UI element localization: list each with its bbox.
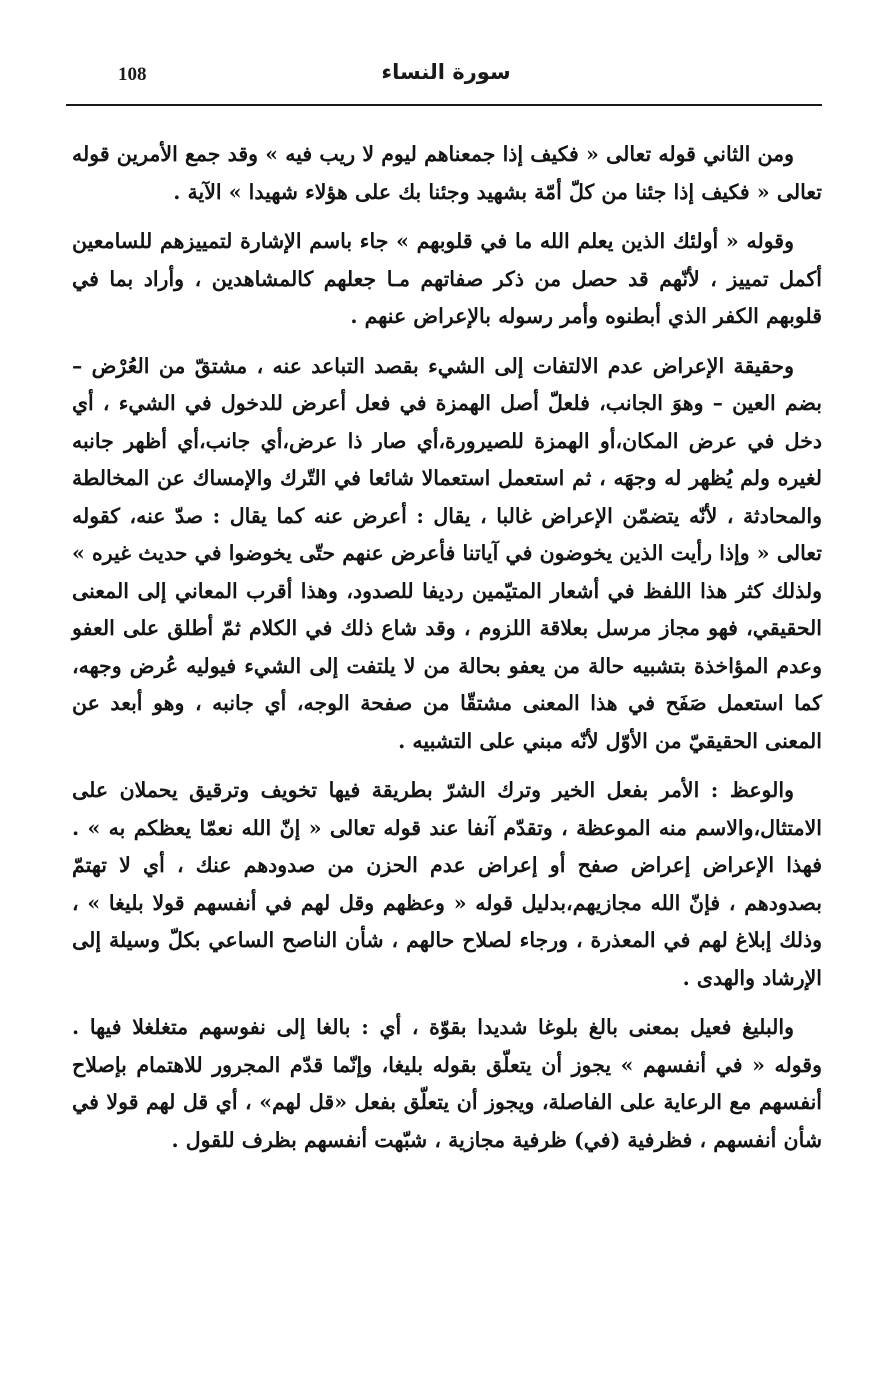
running-title: سورة النساء — [381, 60, 511, 84]
paragraph: وحقيقة الإعراض عدم الالتفات إلى الشيء بقصد التباعد عنه ، مشتقّ من العُرْض – بضم العين – وهوَ الجانب، فلعلّ أصل الهمزة في فعل أعرض للدخول في الشيء ، أي دخل في عرض المكان،أو الهمزة للصيرورة،أي صار ذا عرض،أي جانب،أي أظهر جانبه لغيره ولم يُظهر له وجهَه ، ثم استعمل استعمالا شائعا في التّرك والإمساك عن المخالطة والمحادثة ، لأنّه يتضمّن الإعراض غالبا ، يقال : أعرض عنه كما يقال : صدّ عنه، كقوله تعالى « وإذا رأيت الذين يخوضون في آياتنا فأعرض عنهم حتّى يخوضوا في حديث غيره » ولذلك كثر هذا اللفظ في أشعار المتيّمين رديفا للصدود، وهذا أقرب المعاني إلى المعنى الحقيقي، فهو مجاز مرسل بعلاقة اللزوم ، وقد شاع ذلك في الكلام ثمّ أطلق على العفو وعدم المؤاخذة بتشبيه حالة من يعفو بحالة من لا يلتفت إلى الشيء فيوليه عُرض وجهه، كما استعمل صَفَح في هذا المعنى مشتقّا من صفحة الوجه، أي جانبه ، وهو أبعد عن المعنى الحقيقيّ من الأوّل لأنّه مبني على التشبيه . — [72, 353, 822, 753]
paragraph: والوعظ : الأمر بفعل الخير وترك الشرّ بطريقة فيها تخويف وترقيق يحملان على الامتثال،والاسم منه الموعظة ، وتقدّم آنفا عند قوله تعالى « إنّ الله نعمّا يعظكم به » . فهذا الإعراض إعراض صفح أو إعراض عدم الحزن من صدودهم عنك ، أي لا تهتمّ بصدودهم ، فإنّ الله مجازيهم،بدليل قوله « وعظهم وقل لهم في أنفسهم قولا بليغا » ، وذلك إبلاغ لهم في المعذرة ، ورجاء لصلاح حالهم ، شأن الناصح الساعي بكلّ وسيلة إلى الإرشاد والهدى . — [72, 778, 822, 990]
page-number: 108 — [118, 64, 147, 85]
paragraph: والبليغ فعيل بمعنى بالغ بلوغا شديدا بقوّة ، أي : بالغا إلى نفوسهم متغلغلا فيها . وقوله « في أنفسهم » يجوز أن يتعلّق بقوله بليغا، وإنّما قدّم المجرور للاهتمام بإصلاح أنفسهم مع الرعاية على الفاصلة، ويجوز أن يتعلّق بفعل «قل لهم» ، أي قل لهم قولا في شأن أنفسهم ، فظرفية (في) ظرفية مجازية ، شبّهت أنفسهم بظرف للقول . — [72, 1015, 822, 1152]
page-header — [66, 52, 826, 102]
body-text — [72, 136, 822, 1171]
header-rule — [66, 104, 822, 106]
paragraph: وقوله « أولئك الذين يعلم الله ما في قلوبهم » جاء باسم الإشارة لتمييزهم للسامعين أكمل تمييز ، لأنّهم قد حصل من ذكر صفاتهم مـا جعلهم كالمشاهدين ، وأراد بما في قلوبهم الكفر الذي أبطنوه وأمر رسوله بالإعراض عنهم . — [72, 229, 822, 328]
paragraph: ومن الثاني قوله تعالى « فكيف إذا جمعناهم ليوم لا ريب فيه » وقد جمع الأمرين قوله تعالى « فكيف إذا جئنا من كلّ أمّة بشهيد وجئنا بك على هؤلاء شهيدا » الآية . — [72, 142, 822, 204]
